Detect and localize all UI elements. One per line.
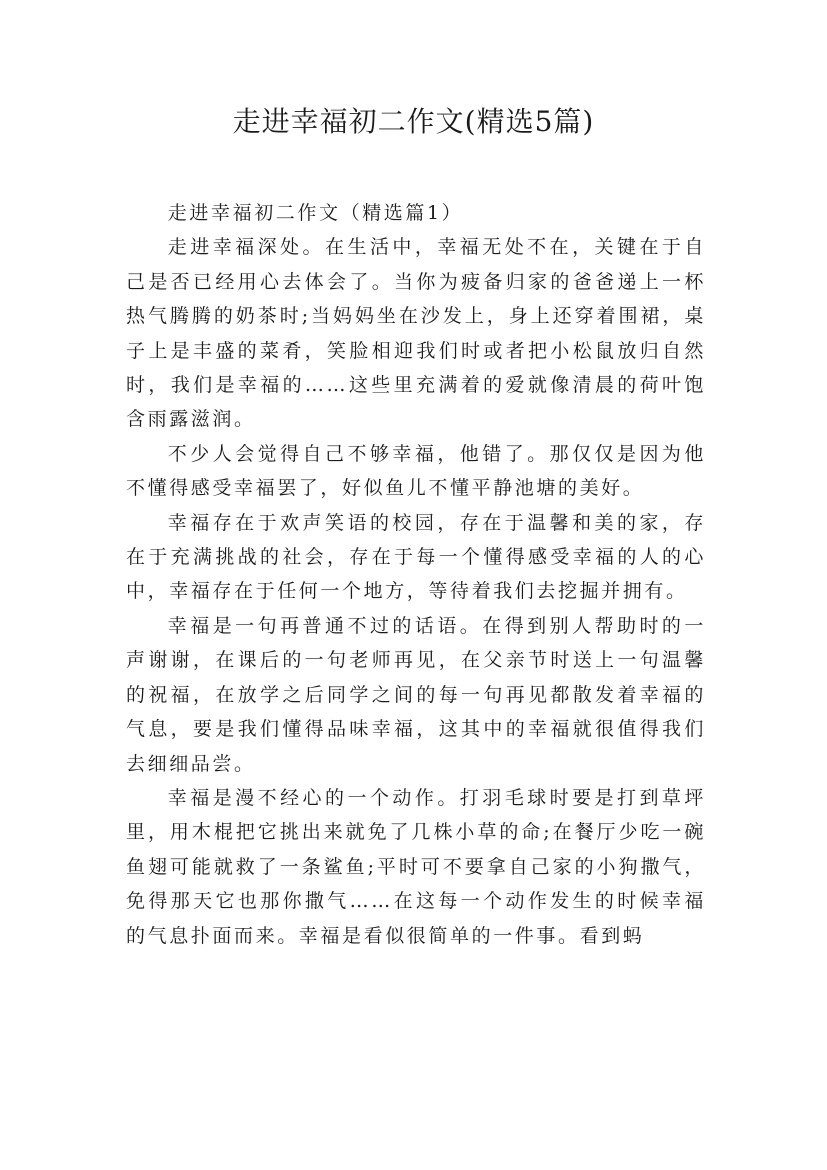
paragraph: 幸福存在于欢声笑语的校园，存在于温馨和美的家，存在于充满挑战的社会，存在于每一个懂得感受幸福的人的心中，幸福存在于任何一个地方，等待着我们去挖掘并拥有。 xyxy=(126,511,706,603)
paragraph: 不少人会觉得自己不够幸福，他错了。那仅仅是因为他不懂得感受幸福罢了，好似鱼儿不懂平静池塘的美好。 xyxy=(126,442,706,500)
paragraph: 幸福是一句再普通不过的话语。在得到别人帮助时的一声谢谢，在课后的一句老师再见，在父亲节时送上一句温馨的祝福，在放学之后同学之间的每一句再见都散发着幸福的气息，要是我们懂得品味幸福，这其中的幸福就很值得我们去细细品尝。 xyxy=(126,614,706,775)
section-heading: 走进幸福初二作文（精选篇1） xyxy=(167,202,464,224)
paragraph: 幸福是漫不经心的一个动作。打羽毛球时要是打到草坪里，用木棍把它挑出来就免了几株小草的命;在餐厅少吃一碗鱼翅可能就救了一条鲨鱼;平时可不要拿自己家的小狗撒气，免得那天它也那你撒气……在这每一个动作发生的时候幸福的气息扑面而来。幸福是看似很简单的一件事。看到蚂 xyxy=(126,786,706,947)
document-title: 走进幸福初二作文(精选5篇) xyxy=(232,105,595,138)
document-body xyxy=(126,196,706,953)
paragraph: 走进幸福深处。在生活中，幸福无处不在，关键在于自己是否已经用心去体会了。当你为疲备归家的爸爸递上一杯热气腾腾的奶茶时;当妈妈坐在沙发上，身上还穿着围裙，桌子上是丰盛的菜肴，笑脸相迎我们时或者把小松鼠放归自然时，我们是幸福的……这些里充满着的爱就像清晨的荷叶饱含雨露滋润。 xyxy=(126,236,706,431)
